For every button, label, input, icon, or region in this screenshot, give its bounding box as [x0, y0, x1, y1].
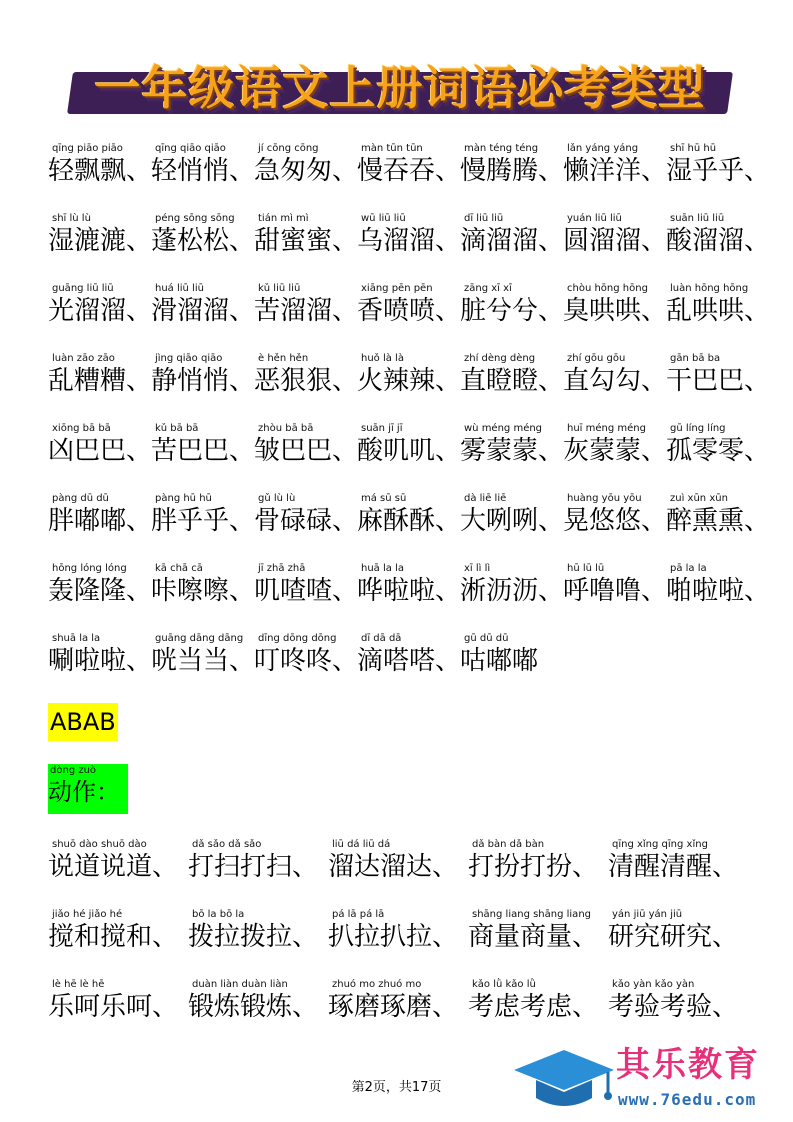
word-pinyin: má sū sū	[361, 493, 407, 504]
word-item	[254, 352, 357, 397]
abab-word-list	[48, 838, 748, 1048]
word-hanzi: 打扫打扫、	[188, 852, 319, 882]
word-pinyin: dǎ bàn dǎ bàn	[472, 839, 545, 850]
word-item	[460, 352, 563, 397]
word-row	[48, 562, 769, 632]
word-hanzi: 懒洋洋、	[563, 156, 668, 186]
word-item	[608, 908, 748, 953]
word-pinyin: xiōng bā bā	[52, 423, 111, 434]
word-hanzi: 大咧咧、	[460, 506, 565, 536]
word-pinyin: shī lù lù	[52, 213, 91, 224]
word-hanzi: 孤零零、	[666, 436, 771, 466]
word-item	[357, 212, 460, 257]
word-pinyin: màn tūn tūn	[361, 143, 423, 154]
word-pinyin: dīng dōng dōng	[258, 633, 337, 644]
word-hanzi: 滴溜溜、	[460, 226, 565, 256]
word-item	[563, 352, 666, 397]
word-item	[48, 838, 188, 883]
word-item	[357, 492, 460, 537]
word-item	[460, 212, 563, 257]
word-item	[48, 632, 151, 677]
word-hanzi: 慢腾腾、	[460, 156, 565, 186]
word-hanzi: 光溜溜、	[48, 296, 153, 326]
word-item	[666, 282, 769, 327]
word-pinyin: dī liū liū	[464, 213, 504, 224]
word-item	[357, 142, 460, 187]
word-hanzi: 打扮打扮、	[468, 852, 599, 882]
word-hanzi: 研究研究、	[608, 922, 739, 952]
word-row	[48, 632, 769, 702]
word-hanzi: 苦溜溜、	[254, 296, 359, 326]
word-item	[151, 282, 254, 327]
brand-url: www.76edu.com	[618, 1090, 757, 1109]
word-hanzi: 蓬松松、	[151, 226, 256, 256]
word-hanzi: 叽喳喳、	[254, 576, 359, 606]
word-pinyin: huàng yōu yōu	[567, 493, 642, 504]
word-row	[48, 352, 769, 422]
word-hanzi: 轰隆隆、	[48, 576, 153, 606]
word-item	[48, 908, 188, 953]
word-hanzi: 湿乎乎、	[666, 156, 771, 186]
word-pinyin: dà liē liē	[464, 493, 507, 504]
word-hanzi: 淅沥沥、	[460, 576, 565, 606]
word-pinyin: liū dá liū dá	[332, 839, 391, 850]
word-pinyin: luàn hōng hōng	[670, 283, 749, 294]
word-item	[357, 632, 460, 677]
word-item	[151, 632, 254, 677]
word-pinyin: yán jiū yán jiū	[612, 909, 683, 920]
word-pinyin: xiāng pēn pēn	[361, 283, 433, 294]
word-hanzi: 咔嚓嚓、	[151, 576, 256, 606]
word-item	[563, 492, 666, 537]
word-pinyin: hū lū lū	[567, 563, 605, 574]
word-pinyin: jìng qiāo qiāo	[155, 353, 223, 364]
word-item	[563, 142, 666, 187]
word-item	[666, 492, 769, 537]
word-item	[48, 352, 151, 397]
word-item	[357, 562, 460, 607]
word-hanzi: 轻飘飘、	[48, 156, 153, 186]
word-hanzi: 乐呵乐呵、	[48, 992, 179, 1022]
word-pinyin: shuō dào shuō dào	[52, 839, 147, 850]
word-item	[48, 212, 151, 257]
word-hanzi: 考虑考虑、	[468, 992, 599, 1022]
word-item	[151, 212, 254, 257]
word-hanzi: 醉熏熏、	[666, 506, 771, 536]
word-hanzi: 滑溜溜、	[151, 296, 256, 326]
word-pinyin: qīng piāo piāo	[52, 143, 123, 154]
title-banner	[60, 60, 740, 120]
word-pinyin: hōng lóng lóng	[52, 563, 127, 574]
word-item	[151, 492, 254, 537]
word-pinyin: xī lì lì	[464, 563, 491, 574]
word-item	[151, 562, 254, 607]
word-item	[188, 838, 328, 883]
word-row	[48, 282, 769, 352]
word-hanzi: 凶巴巴、	[48, 436, 153, 466]
word-hanzi: 唰啦啦、	[48, 646, 153, 676]
word-pinyin: zhòu bā bā	[258, 423, 314, 434]
abab-section-label: ABAB	[48, 703, 118, 741]
word-row	[48, 908, 748, 978]
word-item	[48, 562, 151, 607]
word-item	[468, 908, 608, 953]
word-item	[357, 422, 460, 467]
word-hanzi: 急匆匆、	[254, 156, 359, 186]
word-hanzi: 考验考验、	[608, 992, 739, 1022]
word-item	[460, 562, 563, 607]
word-hanzi: 皱巴巴、	[254, 436, 359, 466]
word-row	[48, 492, 769, 562]
word-pinyin: bō la bō la	[192, 909, 245, 920]
word-item	[151, 422, 254, 467]
page-number: 第2页，共17页	[351, 1080, 442, 1095]
word-hanzi: 酸叽叽、	[357, 436, 462, 466]
word-hanzi: 湿漉漉、	[48, 226, 153, 256]
word-hanzi: 香喷喷、	[357, 296, 462, 326]
word-pinyin: huǒ là là	[361, 353, 404, 364]
word-item	[357, 282, 460, 327]
word-hanzi: 胖嘟嘟、	[48, 506, 153, 536]
word-pinyin: guāng liū liū	[52, 283, 114, 294]
word-item	[608, 838, 748, 883]
word-hanzi: 骨碌碌、	[254, 506, 359, 536]
brand-logo	[512, 1042, 792, 1117]
word-item	[328, 838, 468, 883]
word-pinyin: wū liū liū	[361, 213, 406, 224]
word-item	[468, 838, 608, 883]
word-pinyin: guāng dāng dāng	[155, 633, 244, 644]
word-item	[563, 562, 666, 607]
word-item	[48, 492, 151, 537]
word-hanzi: 呼噜噜、	[563, 576, 668, 606]
word-item	[666, 142, 769, 187]
word-hanzi: 搅和搅和、	[48, 922, 179, 952]
word-pinyin: suān liū liū	[670, 213, 725, 224]
word-item	[328, 908, 468, 953]
word-item	[563, 212, 666, 257]
word-item	[254, 282, 357, 327]
word-hanzi: 啪啦啦、	[666, 576, 771, 606]
word-pinyin: luàn zāo zāo	[52, 353, 115, 364]
word-item	[48, 282, 151, 327]
word-item	[608, 978, 748, 1023]
word-hanzi: 直瞪瞪、	[460, 366, 565, 396]
word-pinyin: shāng liang shāng liang	[472, 909, 591, 920]
word-item	[151, 352, 254, 397]
word-hanzi: 乱哄哄、	[666, 296, 771, 326]
word-hanzi: 清醒清醒、	[608, 852, 739, 882]
word-hanzi: 甜蜜蜜、	[254, 226, 359, 256]
word-pinyin: péng sōng sōng	[155, 213, 235, 224]
word-item	[460, 142, 563, 187]
word-hanzi: 溜达溜达、	[328, 852, 459, 882]
word-row	[48, 838, 748, 908]
word-hanzi: 扒拉扒拉、	[328, 922, 459, 952]
word-hanzi: 雾蒙蒙、	[460, 436, 565, 466]
word-pinyin: yuán liū liū	[567, 213, 622, 224]
word-item	[188, 908, 328, 953]
word-pinyin: jiǎo hé jiǎo hé	[52, 909, 123, 920]
word-item	[151, 142, 254, 187]
word-hanzi: 酸溜溜、	[666, 226, 771, 256]
word-pinyin: huā la la	[361, 563, 404, 574]
graduation-cap-icon	[512, 1048, 616, 1112]
word-hanzi: 滴嗒嗒、	[357, 646, 462, 676]
word-hanzi: 乌溜溜、	[357, 226, 462, 256]
word-hanzi: 干巴巴、	[666, 366, 771, 396]
word-item	[468, 978, 608, 1023]
brand-name: 其乐教育	[616, 1045, 760, 1085]
word-item	[666, 562, 769, 607]
action-label-pinyin: dòng zuò	[50, 765, 97, 776]
word-item	[460, 492, 563, 537]
word-item	[254, 212, 357, 257]
word-item	[563, 282, 666, 327]
word-pinyin: duàn liàn duàn liàn	[192, 979, 288, 990]
word-pinyin: gān bā ba	[670, 353, 721, 364]
word-item	[460, 282, 563, 327]
action-category-label	[48, 764, 128, 814]
word-pinyin: pàng hū hū	[155, 493, 212, 504]
word-item	[254, 632, 357, 677]
word-item	[460, 632, 563, 677]
word-row	[48, 142, 769, 212]
word-hanzi: 臭哄哄、	[563, 296, 668, 326]
word-hanzi: 静悄悄、	[151, 366, 256, 396]
word-pinyin: zhí gōu gōu	[567, 353, 626, 364]
word-pinyin: pá lā pá lā	[332, 909, 385, 920]
word-pinyin: kǔ liū liū	[258, 283, 301, 294]
word-hanzi: 脏兮兮、	[460, 296, 565, 326]
word-pinyin: zhí dèng dèng	[464, 353, 536, 364]
word-hanzi: 直勾勾、	[563, 366, 668, 396]
word-hanzi: 拨拉拨拉、	[188, 922, 319, 952]
word-item	[460, 422, 563, 467]
word-pinyin: gū líng líng	[670, 423, 726, 434]
word-pinyin: gǔ lù lù	[258, 493, 296, 504]
word-pinyin: jī zhā zhā	[258, 563, 306, 574]
word-item	[254, 422, 357, 467]
word-hanzi: 火辣辣、	[357, 366, 462, 396]
word-pinyin: pàng dū dū	[52, 493, 109, 504]
word-hanzi: 轻悄悄、	[151, 156, 256, 186]
word-pinyin: pā la la	[670, 563, 707, 574]
word-pinyin: suān jī jī	[361, 423, 403, 434]
word-item	[563, 422, 666, 467]
word-pinyin: qīng qiāo qiāo	[155, 143, 226, 154]
word-pinyin: zhuó mo zhuó mo	[332, 979, 422, 990]
word-pinyin: kǎo yàn kǎo yàn	[612, 979, 695, 990]
word-hanzi: 琢磨琢磨、	[328, 992, 459, 1022]
word-pinyin: màn téng téng	[464, 143, 539, 154]
word-pinyin: zāng xī xī	[464, 283, 512, 294]
word-pinyin: huá liū liū	[155, 283, 204, 294]
word-hanzi: 灰蒙蒙、	[563, 436, 668, 466]
word-row	[48, 978, 748, 1048]
word-hanzi: 晃悠悠、	[563, 506, 668, 536]
word-hanzi: 胖乎乎、	[151, 506, 256, 536]
word-hanzi: 说道说道、	[48, 852, 179, 882]
word-pinyin: dǎ sǎo dǎ sǎo	[192, 839, 262, 850]
abb-word-list	[48, 142, 769, 702]
word-item	[48, 978, 188, 1023]
word-hanzi: 恶狠狠、	[254, 366, 359, 396]
word-hanzi: 咣当当、	[151, 646, 256, 676]
word-item	[666, 212, 769, 257]
word-pinyin: shuā la la	[52, 633, 101, 644]
word-item	[48, 142, 151, 187]
word-hanzi: 哗啦啦、	[357, 576, 462, 606]
word-pinyin: gū dū dū	[464, 633, 509, 644]
word-pinyin: jí cōng cōng	[258, 143, 319, 154]
word-row	[48, 422, 769, 492]
word-item	[666, 422, 769, 467]
word-pinyin: lè hē lè hē	[52, 979, 105, 990]
word-hanzi: 锻炼锻炼、	[188, 992, 319, 1022]
page-title: 一年级语文上册词语必考类型	[94, 61, 706, 115]
word-pinyin: dī dā dā	[361, 633, 402, 644]
word-hanzi: 苦巴巴、	[151, 436, 256, 466]
word-hanzi: 慢吞吞、	[357, 156, 462, 186]
word-item	[254, 492, 357, 537]
word-pinyin: tián mì mì	[258, 213, 309, 224]
word-pinyin: shī hū hū	[670, 143, 717, 154]
word-hanzi: 商量商量、	[468, 922, 599, 952]
word-item	[254, 562, 357, 607]
word-pinyin: kǎo lǜ kǎo lǜ	[472, 979, 536, 990]
word-row	[48, 212, 769, 282]
word-pinyin: è hěn hěn	[258, 353, 309, 364]
word-pinyin: lǎn yáng yáng	[567, 143, 639, 154]
word-hanzi: 咕嘟嘟	[460, 646, 539, 676]
word-pinyin: qīng xǐng qīng xǐng	[612, 839, 708, 850]
word-item	[357, 352, 460, 397]
action-label-text: 动作：	[48, 778, 120, 806]
word-pinyin: wù méng méng	[464, 423, 543, 434]
word-hanzi: 圆溜溜、	[563, 226, 668, 256]
word-hanzi: 乱糟糟、	[48, 366, 153, 396]
word-hanzi: 叮咚咚、	[254, 646, 359, 676]
word-pinyin: zuì xūn xūn	[670, 493, 728, 504]
word-item	[666, 352, 769, 397]
word-pinyin: kā chā cā	[155, 563, 203, 574]
word-item	[48, 422, 151, 467]
word-pinyin: chòu hōng hōng	[567, 283, 648, 294]
word-item	[254, 142, 357, 187]
word-hanzi: 麻酥酥、	[357, 506, 462, 536]
word-pinyin: huī méng méng	[567, 423, 646, 434]
word-pinyin: kǔ bā bā	[155, 423, 199, 434]
word-item	[328, 978, 468, 1023]
word-item	[188, 978, 328, 1023]
